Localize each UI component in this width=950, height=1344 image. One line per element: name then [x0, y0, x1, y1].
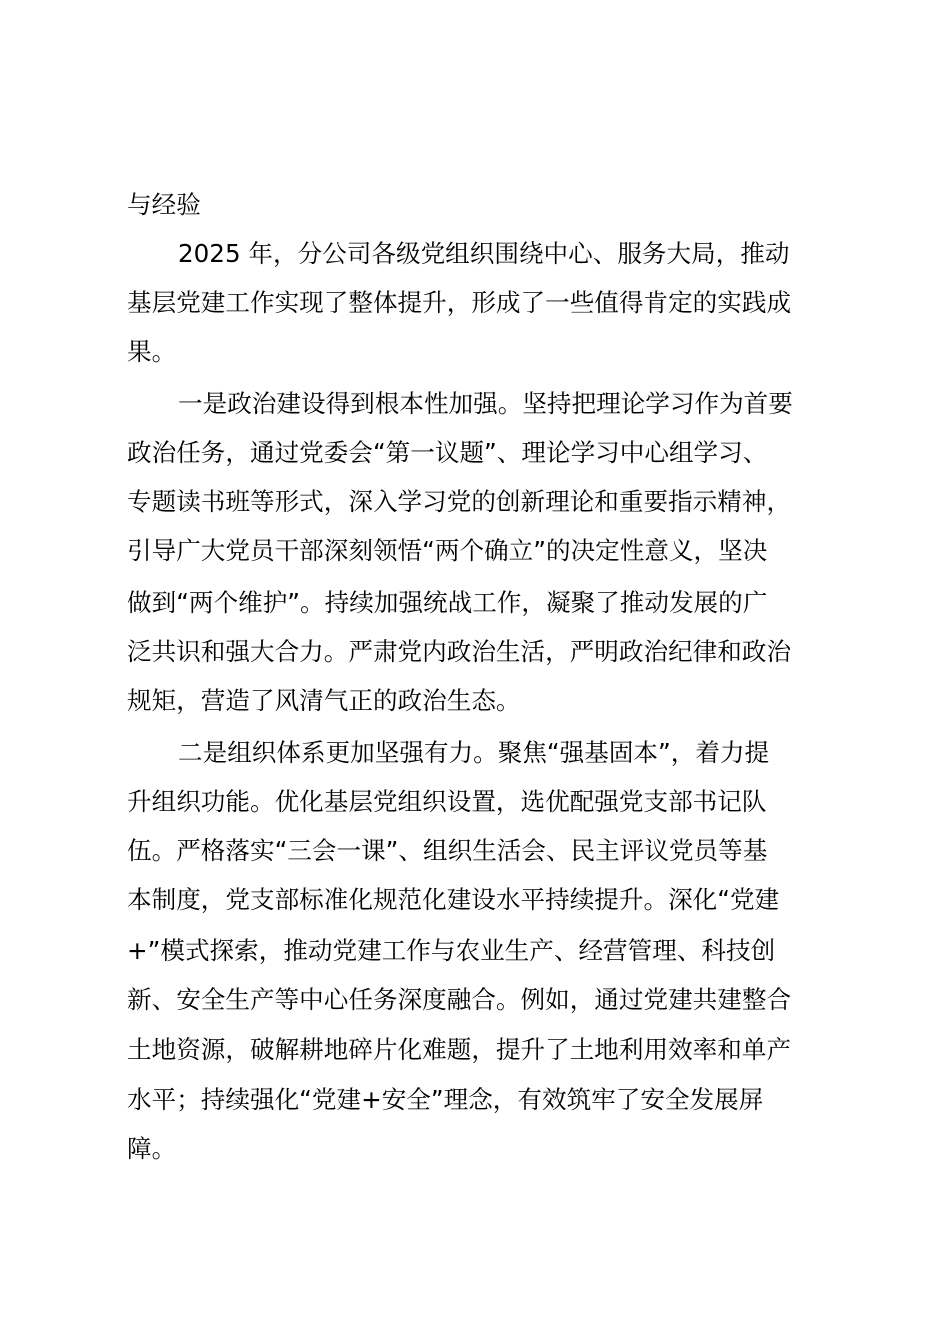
point-one-line-5: 做到“两个维护”。持续加强统战工作，凝聚了推动发展的广 [127, 588, 768, 617]
point-two-line-5: +”模式探索，推动党建工作与农业生产、经营管理、科技创 [127, 936, 776, 965]
point-two-line-7: 土地资源，破解耕地碎片化难题，提升了土地利用效率和单产 [127, 1035, 792, 1064]
point-two-line-8: 水平；持续强化“党建+安全”理念，有效筑牢了安全发展屏 [127, 1085, 764, 1114]
intro-line-1: 2025 年，分公司各级党组织围绕中心、服务大局，推动 [178, 239, 790, 268]
point-two-line-1: 二是组织体系更加坚强有力。聚焦“强基固本”，着力提 [178, 738, 770, 767]
intro-line-3: 果。 [127, 337, 177, 366]
point-two-line-3: 伍。严格落实“三会一课”、组织生活会、民主评议党员等基 [127, 836, 768, 865]
point-one-line-6: 泛共识和强大合力。严肃党内政治生活，严明政治纪律和政治 [127, 637, 792, 666]
point-two-line-4: 本制度，党支部标准化规范化建设水平持续提升。深化“党建 [127, 885, 780, 914]
point-one-line-2: 政治任务，通过党委会“第一议题”、理论学习中心组学习、 [127, 438, 768, 467]
point-two-line-6: 新、安全生产等中心任务深度融合。例如，通过党建共建整合 [127, 985, 792, 1014]
point-one-line-1: 一是政治建设得到根本性加强。坚持把理论学习作为首要 [178, 389, 793, 418]
intro-line-2: 基层党建工作实现了整体提升，形成了一些值得肯定的实践成 [127, 288, 792, 317]
point-two-line-9: 障。 [127, 1134, 177, 1163]
point-one-line-3: 专题读书班等形式，深入学习党的创新理论和重要指示精神， [127, 487, 792, 516]
point-one-line-4: 引导广大党员干部深刻领悟“两个确立”的决定性意义，坚决 [127, 536, 768, 565]
heading-fragment-line: 与经验 [127, 190, 201, 219]
point-two-line-2: 升组织功能。优化基层党组织设置，选优配强党支部书记队 [127, 787, 767, 816]
point-one-line-7: 规矩，营造了风清气正的政治生态。 [127, 686, 521, 715]
